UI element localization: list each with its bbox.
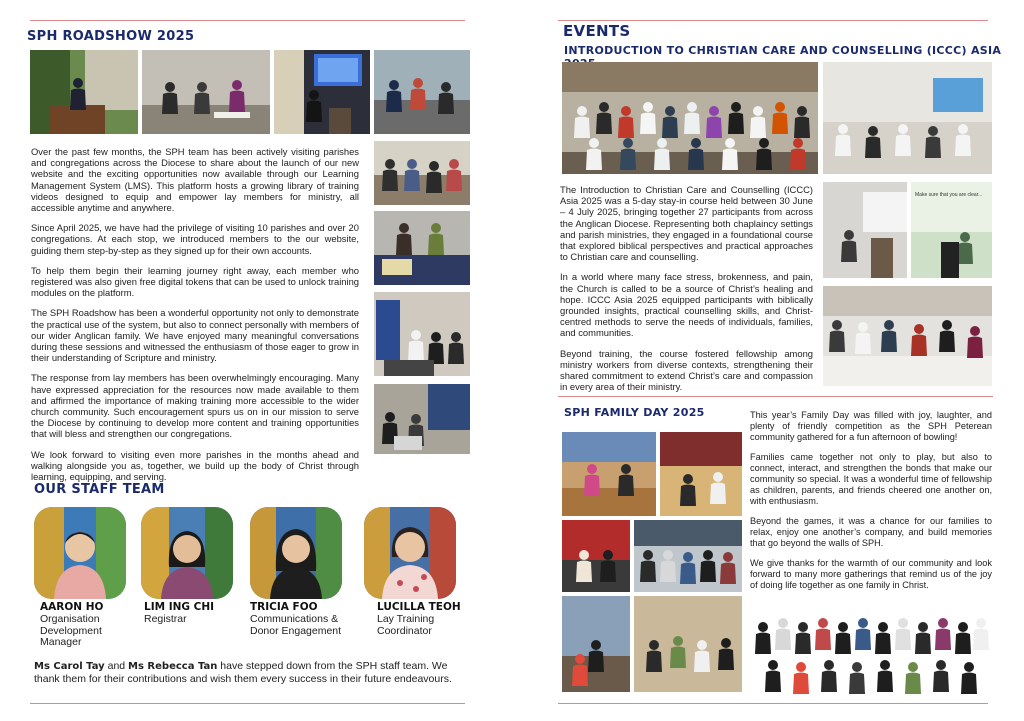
staff-role: Organisation Development Manager [40,613,102,648]
bottom-rule-left [30,703,465,704]
family-photo-friends [634,596,742,692]
roadshow-paragraph: The response from lay members has been overwhelmingly encouraging. Many have expressed appreciation for the resources now made available to them and affirmed the importance of making training more accessible to the wider church community. Such encouragement spurs us on in our mission to serve the Diocese by continuing to develop more content and training opportunities that will bless and strengthen our congregations. [31,372,359,440]
iccc-paragraph: Beyond training, the course fostered fellowship among ministry workers from diverse contexts, strengthening their shared commitment to extend Christ’s care and compassion in every area of their ministry. [560,347,813,393]
staff-name: TRICIA FOO [250,601,318,613]
family-photo-child [562,596,630,692]
family-paragraph: We give thanks for the warmth of our community and look forward to many more gatherings that remind us of the joy of doing life together as one family in Christ. [750,558,992,590]
family-paragraph: This year’s Family Day was filled with joy, laughter, and plenty of friendly competition as the SPH Peterean community gathered for a fun afternoon of bowling! [750,410,992,442]
roadshow-photo-laptop [374,384,470,454]
roadshow-body [31,146,359,491]
iccc-photo-participants [823,286,992,386]
staff-photo-aaron [34,507,126,599]
farewell-name: Ms Carol Tay [34,661,105,672]
iccc-paragraph: In a world where many face stress, brokenness, and pain, the Church is called to be a source of Christ’s healing and hope. ICCC Asia 2025 equipped participants with biblically grounded insights, practical counselling skills, and Christ-centred methods to serve the needs of individuals, families, and communities. [560,271,813,339]
staff-photo-lucilla [364,507,456,599]
roadshow-paragraph: We look forward to visiting even more parishes in the months ahead and walking alongside you as, together, we build up the body of Christ through learning, equipping, and serving. [31,448,359,483]
iccc-body [560,184,813,401]
staff-title: OUR STAFF TEAM [34,482,165,497]
family-photo-crowd [634,520,742,592]
roadshow-photo-group [142,50,270,134]
staff-name: AARON HO [40,601,104,613]
roadshow-paragraph: To help them begin their learning journey right away, each member who registered was also given free digital tokens that can be used to unlock training modules on the platform. [31,264,359,299]
roadshow-photo-booth [374,211,470,285]
staff-photo-tricia [250,507,342,599]
family-photo-seated [562,520,630,592]
iccc-photo-slide [911,182,992,278]
events-title: EVENTS [563,22,631,40]
family-paragraph: Beyond the games, it was a chance for our families to relax, enjoy one another’s company, and build memories that go beyond the walls of SPH. [750,516,992,548]
family-photo-group [749,600,993,698]
iccc-slide-text: Make sure that you are clear... [915,192,983,198]
roadshow-photo-table [374,50,470,134]
iccc-paragraph: The Introduction to Christian Care and Counselling (ICCC) Asia 2025 was a 5-day stay-in course held between 30 June – 4 July 2025, bringing together 27 participants from across the Anglican Diocese. Representing both chaplaincy settings and parish ministries, they engaged in a foundational course that explored biblical perspectives and practical approaches to Christian care and counselling. [560,184,813,263]
farewell-text: have stepped down from the SPH staff team. We thank them for their contributions and wish them every success in their future endeavours. [34,660,452,685]
staff-role: Communications & Donor Engagement [250,613,342,637]
family-paragraph: Families came together not only to play, but also to connect, interact, and strengthen the bonds that make our community so special. It was a wonderful time of fellowship as children, parents, and friends cheered one another on, with enthusiasm. [750,452,992,506]
roadshow-paragraph: Over the past few months, the SPH team has been actively visiting parishes and congregations across the Diocese to share about the launch of our new website and the exciting opportunities now available through our Learning Management System (LMS). This platform hosts a growing library of training videos designed to equip and empower lay members for ministry, all accessible anytime and anywhere. [31,146,359,214]
staff-role: Lay Training Coordinator [377,613,435,637]
family-day-title: SPH FAMILY DAY 2025 [564,406,705,419]
staff-photo-lim [141,507,233,599]
iccc-photo-speaker [823,182,907,278]
bottom-rule-right [558,703,988,704]
roadshow-paragraph: The SPH Roadshow has been a wonderful opportunity not only to demonstrate the practical use of the system, but also to connect personally with members of our wider Anglican family. We have enjoyed many meaningful conversations during these sessions and witnessed the enthusiasm of those eager to grow in their understanding of Scripture and ministry. [31,307,359,364]
farewell-name: Ms Rebecca Tan [128,661,218,672]
roadshow-photo-speaker [30,50,138,134]
roadshow-title: SPH ROADSHOW 2025 [27,29,195,44]
staff-farewell-note [34,660,466,685]
staff-role: Registrar [144,613,187,625]
farewell-conjunction: and [104,660,129,672]
top-rule-left [30,20,465,21]
iccc-title: INTRODUCTION TO CHRISTIAN CARE AND COUNSELLING (ICCC) ASIA [564,44,1002,57]
roadshow-photo-presenter [274,50,370,134]
iccc-photo-classroom [823,62,992,174]
top-rule-right [558,20,988,21]
family-photo-lanes [660,432,742,516]
roadshow-paragraph: Since April 2025, we have had the privilege of visiting 10 parishes and over 20 congregations. At each stop, we introduced members to the our website, guiding them step-by-step as they signed up for their own accounts. [31,222,359,256]
family-day-body [750,410,992,600]
family-photo-bowling [562,432,656,516]
staff-name: LIM ING CHI [144,601,215,613]
staff-name: LUCILLA TEOH [377,601,461,613]
roadshow-photo-hall [374,141,470,205]
roadshow-photo-clergy [374,292,470,376]
iccc-photo-group [562,62,818,174]
